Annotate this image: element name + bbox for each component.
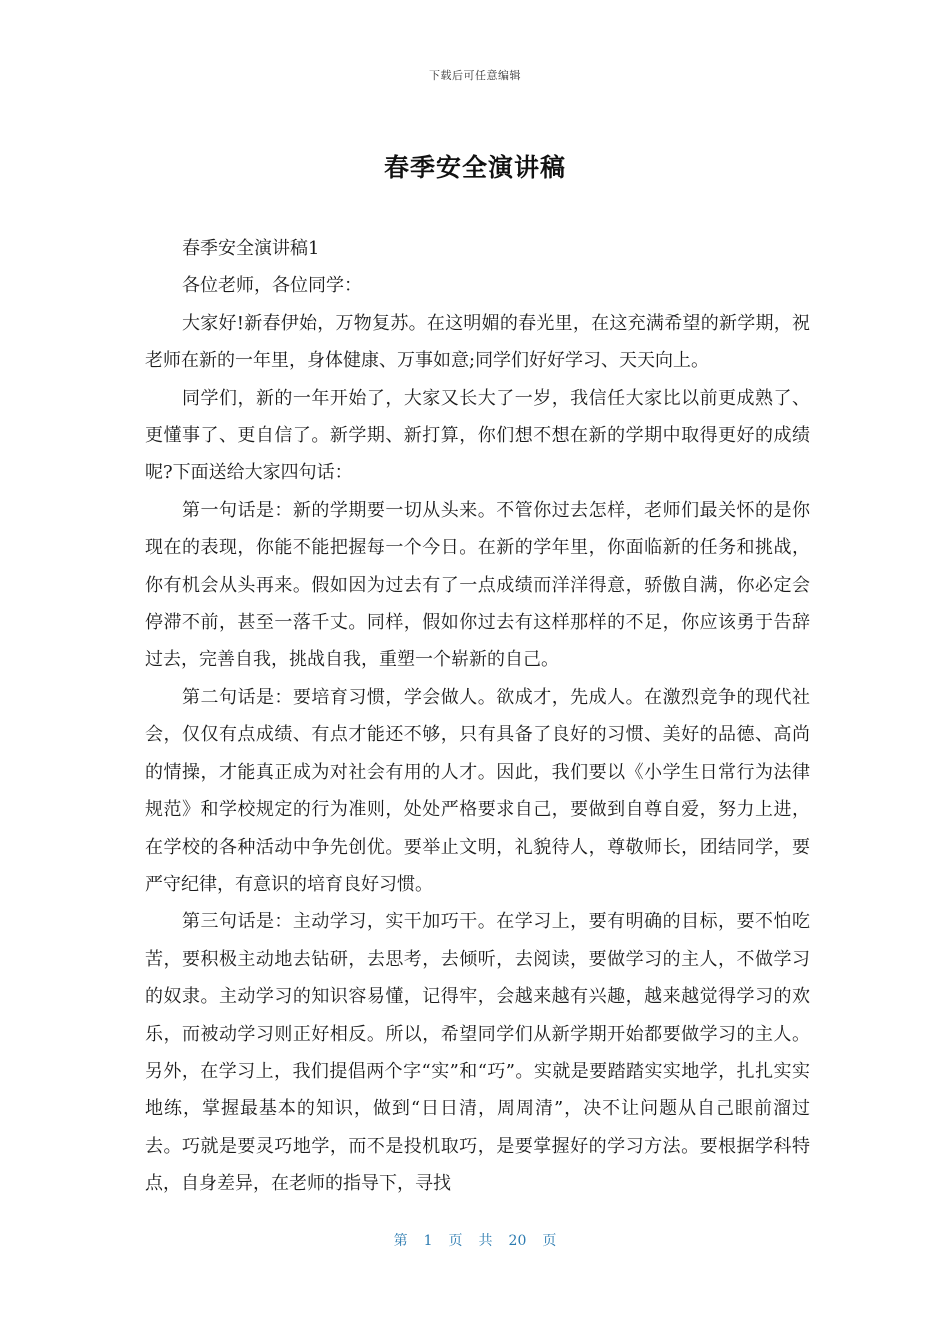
total-pages: 20 xyxy=(508,1233,527,1249)
document-body xyxy=(145,230,810,1203)
page-footer xyxy=(0,1230,950,1250)
header-note: 下载后可任意编辑 xyxy=(429,69,521,82)
salutation: 各位老师，各位同学： xyxy=(182,275,362,297)
section-heading: 春季安全演讲稿1 xyxy=(182,238,320,259)
paragraph: 第二句话是：要培育习惯，学会做人。欲成才，先成人。在激烈竞争的现代社会，仅仅有点成绩、有点才能还不够，只有具备了良好的习惯、美好的品德、高尚的情操，才能真正成为对社会有用的人才。因此，我们要以《小学生日常行为法律规范》和学校规定的行为准则，处处严格要求自己，要做到自尊自爱，努力上进，在学校的各种活动中争先创优。要举止文明，礼貌待人，尊敬师长，团结同学，要严守纪律，有意识的培育良好习惯。 xyxy=(145,686,810,895)
paragraph: 第一句话是：新的学期要一切从头来。不管你过去怎样，老师们最关怀的是你现在的表现，你能不能把握每一个今日。在新的学年里，你面临新的任务和挑战，你有机会从头再来。假如因为过去有了一点成绩而洋洋得意，骄傲自满，你必定会停滞不前，甚至一落千丈。同样，假如你过去有这样那样的不足，你应该勇于告辞过去，完善自我，挑战自我，重塑一个崭新的自己。 xyxy=(145,499,810,671)
page-label: 第 xyxy=(393,1233,408,1249)
page-label: 页 xyxy=(448,1233,463,1249)
paragraph: 大家好!新春伊始，万物复苏。在这明媚的春光里，在这充满希望的新学期，祝老师在新的一年里，身体健康、万事如意;同学们好好学习、天天向上。 xyxy=(145,312,810,372)
page-label: 页 xyxy=(542,1233,557,1249)
total-label: 共 xyxy=(478,1233,493,1249)
paragraph: 同学们，新的一年开始了，大家又长大了一岁，我信任大家比以前更成熟了、更懂事了、更自信了。新学期、新打算，你们想不想在新的学期中取得更好的成绩呢?下面送给大家四句话： xyxy=(145,387,810,484)
document-title: 春季安全演讲稿 xyxy=(383,153,566,182)
paragraph: 第三句话是：主动学习，实干加巧干。在学习上，要有明确的目标，要不怕吃苦，要积极主动地去钻研，去思考，去倾听，去阅读，要做学习的主人，不做学习的奴隶。主动学习的知识容易懂，记得牢，会越来越有兴趣，越来越觉得学习的欢乐，而被动学习则正好相反。所以，希望同学们从新学期开始都要做学习的主人。另外，在学习上，我们提倡两个字“实”和“巧”。实就是要踏踏实实地学，扎扎实实地练，掌握最基本的知识，做到“日日清，周周清”，决不让问题从自己眼前溜过去。巧就是要灵巧地学，而不是投机取巧，是要掌握好的学习方法。要根据学科特点，自身差异，在老师的指导下，寻找 xyxy=(145,911,810,1195)
page-number: 1 xyxy=(423,1233,433,1249)
